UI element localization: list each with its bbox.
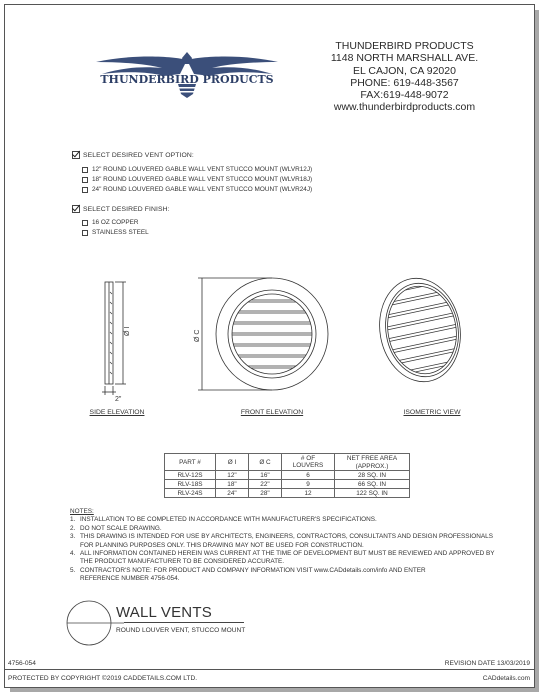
finish-label: 16 OZ COPPER bbox=[92, 219, 139, 226]
note-number: 3. bbox=[70, 533, 76, 541]
checkbox-icon bbox=[82, 177, 88, 183]
copyright-text: PROTECTED BY COPYRIGHT ©2019 CADDETAILS.COM LTD. bbox=[8, 675, 198, 682]
note-number: 2. bbox=[70, 524, 76, 532]
checkbox-icon bbox=[82, 220, 88, 226]
table-cell: 12 bbox=[282, 489, 335, 498]
company-fax: FAX:619-448-9072 bbox=[360, 89, 449, 102]
table-cell: 122 SQ. IN bbox=[335, 489, 410, 498]
finish-label: STAINLESS STEEL bbox=[92, 229, 149, 236]
note-number: 1. bbox=[70, 516, 76, 524]
finish-option-checkbox[interactable] bbox=[72, 205, 80, 213]
note-text: REFERENCE NUMBER 4756-054. bbox=[80, 575, 180, 583]
note-text: CONTRACTOR'S NOTE: FOR PRODUCT AND COMPANY INFORMATION VISIT www.CADdetails.com/info AND ENTER bbox=[80, 566, 426, 574]
footer-divider bbox=[4, 669, 535, 670]
vent-option-item-24[interactable] bbox=[82, 186, 312, 193]
finish-heading: SELECT DESIRED FINISH: bbox=[83, 206, 170, 213]
title-underline bbox=[124, 622, 244, 623]
thunderbird-logo bbox=[92, 50, 282, 106]
note-text: THE PRODUCT MANUFACTURER TO BE CONSIDERED ACCURATE. bbox=[80, 558, 285, 566]
table-cell: RLV-24S bbox=[165, 489, 216, 498]
cad-details-brand[interactable]: CADdetails.com bbox=[482, 675, 530, 682]
table-header-cell: # OF LOUVERS bbox=[282, 454, 335, 471]
drawing-title: WALL VENTS bbox=[116, 604, 212, 621]
title-block-circle bbox=[64, 598, 124, 648]
table-cell: 22" bbox=[249, 480, 282, 489]
table-cell: 28 SQ. IN bbox=[335, 471, 410, 480]
note-item bbox=[70, 550, 495, 567]
side-elevation-drawing bbox=[85, 272, 145, 407]
table-header-cell: NET FREE AREA bbox=[335, 454, 410, 463]
table-cell: 6 bbox=[282, 471, 335, 480]
logo-text: THUNDERBIRD PRODUCTS bbox=[100, 73, 274, 86]
front-elevation-label: FRONT ELEVATION bbox=[240, 409, 304, 416]
note-text: DO NOT SCALE DRAWING. bbox=[80, 524, 162, 532]
company-address-line2: EL CAJON, CA 92020 bbox=[353, 64, 456, 77]
company-address-line1: 1148 NORTH MARSHALL AVE. bbox=[330, 52, 479, 65]
company-website[interactable]: www.thunderbirdproducts.com bbox=[333, 101, 476, 114]
table-cell: 66 SQ. IN bbox=[335, 480, 410, 489]
vent-option-item-18[interactable] bbox=[82, 176, 312, 183]
note-number: 4. bbox=[70, 550, 76, 558]
note-item bbox=[70, 525, 495, 533]
company-info bbox=[312, 40, 497, 114]
table-header-cell: Ø C bbox=[249, 454, 282, 471]
table-cell: 18" bbox=[216, 480, 249, 489]
company-name: THUNDERBIRD PRODUCTS bbox=[335, 40, 474, 52]
note-item bbox=[70, 567, 495, 584]
notes-section bbox=[70, 508, 495, 584]
vent-option-checkbox[interactable] bbox=[72, 151, 80, 159]
note-text: THIS DRAWING IS INTENDED FOR USE BY ARCHITECTS, ENGINEERS, CONTRACTORS, CONSULTANTS AND DESIGN PROFESSIONALS bbox=[80, 533, 493, 541]
finish-item-stainless[interactable] bbox=[82, 229, 149, 236]
note-number: 5. bbox=[70, 566, 76, 574]
checkbox-icon bbox=[82, 230, 88, 236]
reference-number: 4756-054 bbox=[8, 660, 36, 667]
side-elevation-label: SIDE ELEVATION bbox=[89, 409, 145, 416]
table-cell: RLV-12S bbox=[165, 471, 216, 480]
table-header-cell: (APPROX.) bbox=[335, 462, 410, 471]
vent-option-label: 24" ROUND LOUVERED GABLE WALL VENT STUCCO MOUNT (WLVR24J) bbox=[92, 186, 313, 193]
table-row bbox=[165, 480, 410, 489]
checkbox-icon bbox=[82, 167, 88, 173]
vent-option-heading: SELECT DESIRED VENT OPTION: bbox=[83, 152, 194, 159]
spec-table bbox=[164, 453, 410, 498]
table-cell: RLV-18S bbox=[165, 480, 216, 489]
vent-option-item-12[interactable] bbox=[82, 166, 312, 173]
dim-inner-diameter-label: Ø I bbox=[124, 326, 131, 336]
table-header-cell: Ø I bbox=[216, 454, 249, 471]
drawing-subtitle: ROUND LOUVER VENT, STUCCO MOUNT bbox=[116, 627, 246, 634]
company-phone: PHONE: 619-448-3567 bbox=[350, 76, 459, 89]
table-cell: 12" bbox=[216, 471, 249, 480]
table-cell: 28" bbox=[249, 489, 282, 498]
dim-outer-diameter-label: Ø C bbox=[194, 329, 201, 342]
note-text: FOR PLANNING PURPOSES ONLY. THIS DRAWING MAY NOT BE USED FOR CONSTRUCTION. bbox=[80, 541, 364, 549]
revision-date: REVISION DATE 13/03/2019 bbox=[444, 660, 530, 667]
isometric-view-drawing bbox=[372, 272, 472, 397]
notes-heading: NOTES: bbox=[70, 508, 94, 515]
isometric-view-label: ISOMETRIC VIEW bbox=[403, 409, 461, 416]
vent-option-label: 18" ROUND LOUVERED GABLE WALL VENT STUCCO MOUNT (WLVR18J) bbox=[92, 176, 313, 183]
vent-option-label: 12" ROUND LOUVERED GABLE WALL VENT STUCCO MOUNT (WLVR12J) bbox=[92, 166, 313, 173]
dim-depth-label: 2" bbox=[115, 396, 122, 403]
note-text: ALL INFORMATION CONTAINED HEREIN WAS CURRENT AT THE TIME OF DEVELOPMENT BUT MUST BE REVIEWED AND APPROVED BY bbox=[80, 550, 495, 558]
table-row bbox=[165, 489, 410, 498]
note-text: INSTALLATION TO BE COMPLETED IN ACCORDANCE WITH MANUFACTURER'S SPECIFICATIONS. bbox=[80, 516, 377, 524]
table-header-cell: PART # bbox=[165, 454, 216, 471]
finish-item-copper[interactable] bbox=[82, 219, 139, 226]
checkbox-icon bbox=[82, 187, 88, 193]
table-header-row bbox=[165, 454, 410, 463]
table-cell: 16" bbox=[249, 471, 282, 480]
table-cell: 9 bbox=[282, 480, 335, 489]
front-elevation-drawing bbox=[190, 262, 330, 407]
table-cell: 24" bbox=[216, 489, 249, 498]
table-row bbox=[165, 471, 410, 480]
note-item bbox=[70, 516, 495, 524]
note-item bbox=[70, 533, 495, 550]
